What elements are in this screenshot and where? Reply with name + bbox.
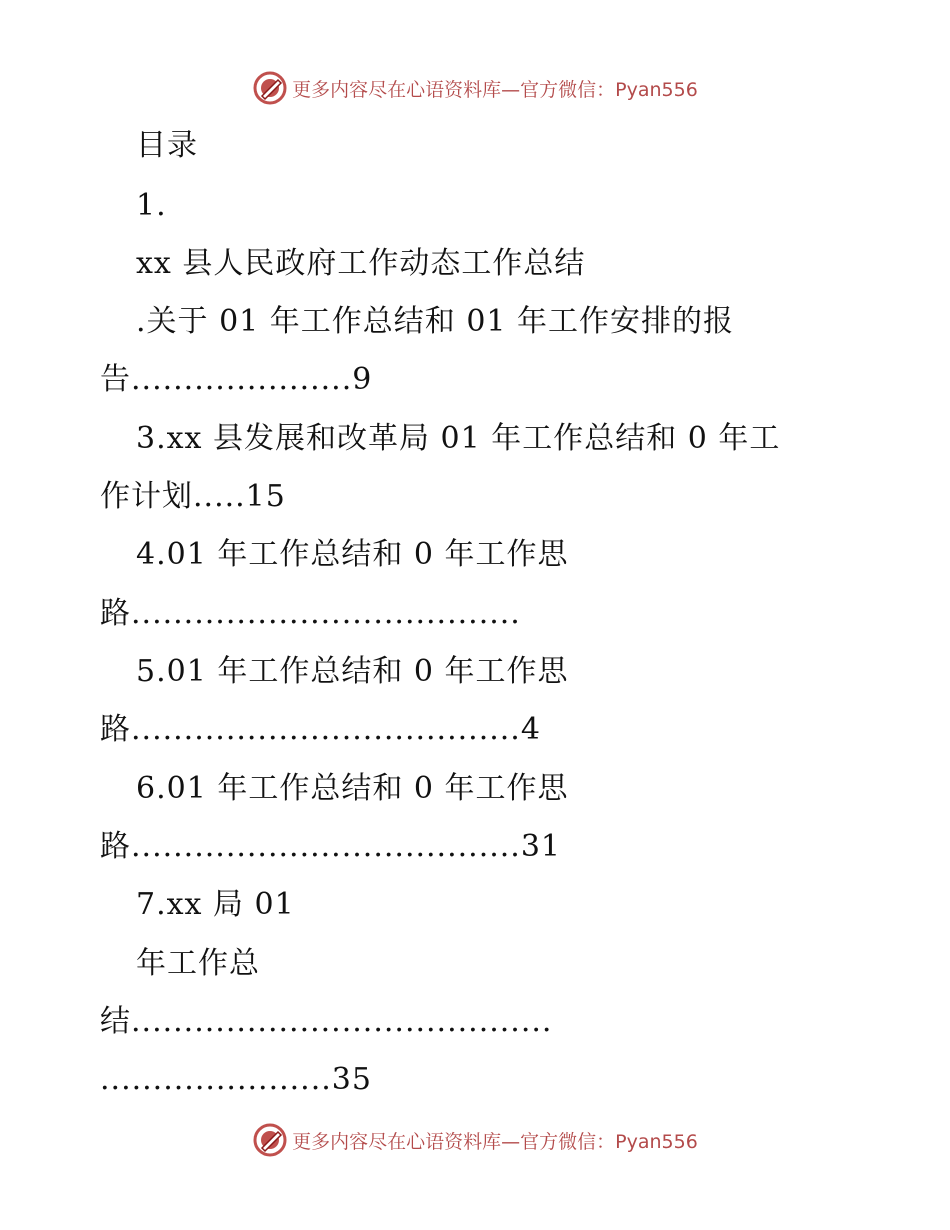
toc-line: 6.01 年工作总结和 0 年工作思 (136, 771, 569, 806)
footer-banner (0, 1120, 950, 1160)
toc-line: 1. (136, 188, 167, 223)
toc-line: .关于 01 年工作总结和 01 年工作安排的报 (136, 304, 735, 339)
toc-line: 路.....................................4 (100, 712, 541, 747)
toc-line: 5.01 年工作总结和 0 年工作思 (136, 654, 569, 689)
toc-line: 告.....................9 (100, 362, 373, 397)
toc-heading: 目录 (136, 128, 198, 163)
banner-text: 更多内容尽在心语资料库—官方微信：Pyan556 (292, 78, 698, 101)
toc-line: 年工作总 (136, 946, 260, 981)
toc-line: xx 县人民政府工作动态工作总结 (136, 246, 586, 281)
pen-logo-icon (252, 1122, 288, 1158)
toc-line: 路.....................................31 (100, 829, 562, 864)
toc-line: 结........................................ (100, 1004, 553, 1039)
toc-line: 路..................................... (100, 596, 521, 631)
banner-text: 更多内容尽在心语资料库—官方微信：Pyan556 (292, 1130, 698, 1153)
header-banner (0, 68, 950, 108)
toc-line: ......................35 (100, 1062, 372, 1097)
toc-line: 作计划.....15 (100, 479, 286, 514)
toc-line: 7.xx 局 01 (136, 887, 295, 922)
toc-line: 4.01 年工作总结和 0 年工作思 (136, 537, 569, 572)
pen-logo-icon (252, 70, 288, 106)
toc-line: 3.xx 县发展和改革局 01 年工作总结和 0 年工 (136, 421, 781, 456)
